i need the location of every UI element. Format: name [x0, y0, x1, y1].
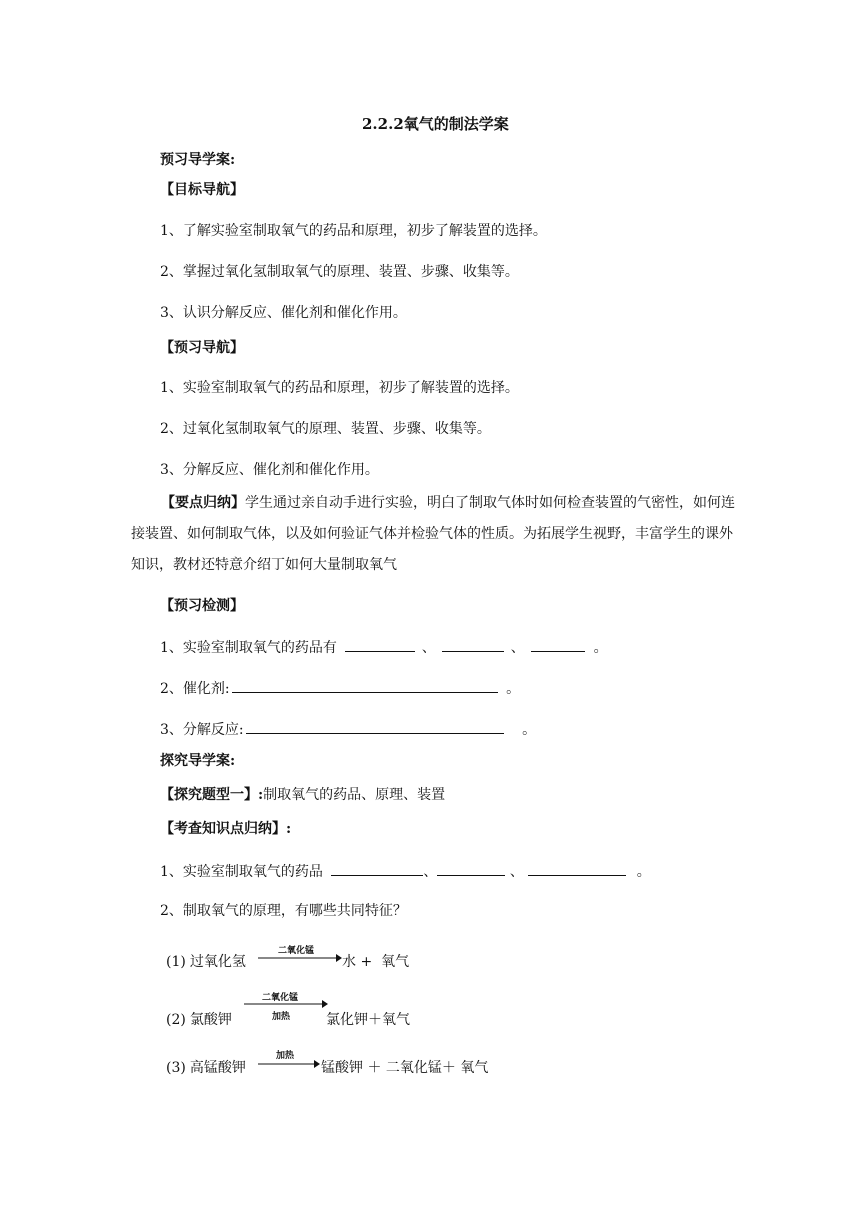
reaction-1: [166, 952, 246, 972]
explore-type1: [160, 785, 445, 805]
answer-blank[interactable]: [528, 860, 626, 876]
reaction-2: [166, 1010, 232, 1030]
reaction-3: [166, 1058, 246, 1078]
preview-heading: 预习导学案:: [160, 152, 236, 168]
check-heading: 【预习检测】: [160, 598, 244, 614]
answer-blank[interactable]: [442, 636, 504, 652]
reaction-number: (3): [166, 1060, 186, 1076]
check-item-3: [160, 718, 536, 740]
reaction-arrow-icon: [244, 999, 328, 1009]
reaction-number: (1): [166, 954, 186, 970]
separator: 、: [421, 640, 436, 656]
nav-item: 1、实验室制取氧气的药品和原理，初步了解装置的选择。: [160, 380, 519, 396]
check-item-3-text: 3、分解反应:: [160, 722, 244, 738]
type1-heading: 【探究题型一】:: [160, 787, 264, 803]
reaction-arrow-icon: [258, 953, 342, 963]
goal-item: 3、认识分解反应、催化剂和催化作用。: [160, 305, 407, 321]
explore-heading: 探究导学案:: [160, 753, 236, 769]
separator: 、: [423, 864, 438, 880]
answer-blank[interactable]: [345, 636, 415, 652]
reaction-arrow-icon: [258, 1059, 320, 1069]
type1-text: 制取氧气的药品、原理、装置: [263, 787, 446, 803]
knowledge-heading: 【考查知识点归纳】:: [160, 821, 292, 837]
answer-blank[interactable]: [531, 636, 585, 652]
explore-item-1-text: 1、实验室制取氧气的药品: [160, 864, 323, 880]
answer-blank[interactable]: [437, 860, 505, 876]
explore-item-2: 2、制取氧气的原理，有哪些共同特征？: [160, 903, 407, 919]
reaction-products: 氯化钾＋氧气: [326, 1012, 410, 1028]
reactant: 高锰酸钾: [189, 1060, 246, 1076]
nav-item: 3、分解反应、催化剂和催化作用。: [160, 462, 379, 478]
summary-heading: 【要点归纳】: [161, 495, 245, 511]
arrow-label-above: 加热: [276, 1051, 295, 1061]
check-item-2-text: 2、催化剂:: [160, 681, 230, 697]
nav-item: 2、过氧化氢制取氧气的原理、装置、步骤、收集等。: [160, 421, 491, 437]
separator: 、: [510, 640, 525, 656]
check-item-1: [160, 636, 608, 658]
period: 。: [636, 864, 651, 880]
reactant: 过氧化氢: [189, 954, 246, 970]
goal-item: 2、掌握过氧化氢制取氧气的原理、装置、步骤、收集等。: [160, 264, 519, 280]
period: 。: [506, 681, 521, 697]
check-item-2: [160, 677, 520, 699]
arrow-label-above: 二氧化锰: [262, 993, 299, 1003]
period: 。: [593, 640, 608, 656]
explore-item-1: [160, 860, 651, 882]
period: 。: [522, 722, 537, 738]
separator: 、: [509, 864, 524, 880]
arrow-label-above: 二氧化锰: [278, 946, 315, 956]
reaction-number: (2): [166, 1012, 186, 1028]
answer-blank[interactable]: [331, 860, 423, 876]
reaction-products: 水 + 氧气: [342, 954, 410, 970]
summary-text: 学生通过亲自动手进行实验，明白了制取气体时如何检查装置的气密性，如何连接装置、如何制取气体，以及如何验证气体并检验气体的性质。为拓展学生视野，丰富学生的课外知识，教材还特意介绍丁如何大量制取氧气: [131, 495, 735, 573]
check-item-1-text: 1、实验室制取氧气的药品有: [160, 640, 337, 656]
nav-heading: 【预习导航】: [160, 340, 244, 356]
goal-item: 1、了解实验室制取氧气的药品和原理，初步了解装置的选择。: [160, 223, 547, 239]
document-title: 2.2.2氧气的制法学案: [362, 115, 509, 133]
reaction-products: 锰酸钾 ＋ 二氧化锰＋ 氧气: [321, 1060, 489, 1076]
summary-paragraph: [131, 488, 743, 581]
answer-blank[interactable]: [232, 677, 498, 693]
goal-heading: 【目标导航】: [160, 182, 244, 198]
answer-blank[interactable]: [246, 718, 504, 734]
reactant: 氯酸钾: [189, 1012, 232, 1028]
arrow-label-below: 加热: [272, 1012, 291, 1022]
